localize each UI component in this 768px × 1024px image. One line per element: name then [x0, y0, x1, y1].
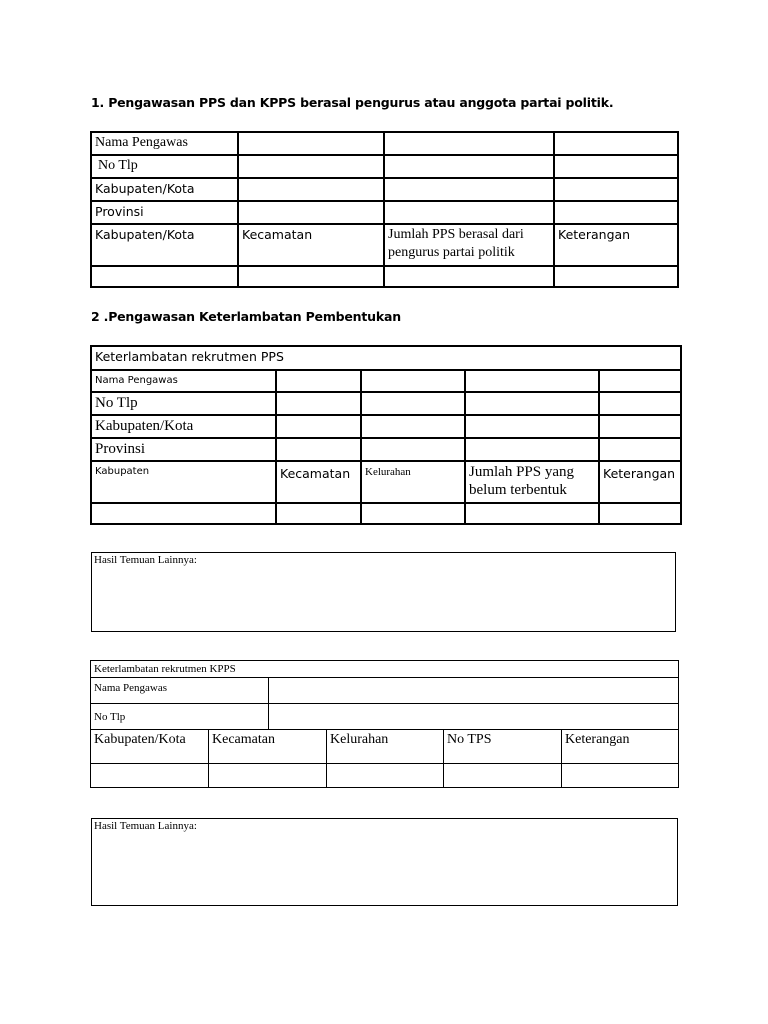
empty-cell[interactable]	[276, 438, 361, 461]
data-cell[interactable]	[444, 764, 562, 788]
data-cell[interactable]	[599, 503, 681, 524]
column-header-kecamatan: Kecamatan	[276, 461, 361, 503]
no-tlp-label: No Tlp	[91, 155, 238, 178]
section1-table	[90, 131, 679, 288]
provinsi-label: Provinsi	[91, 438, 276, 461]
data-cell[interactable]	[327, 764, 444, 788]
pps-delay-table	[90, 345, 682, 525]
empty-cell[interactable]	[384, 178, 554, 201]
empty-cell[interactable]	[599, 392, 681, 415]
empty-cell[interactable]	[384, 132, 554, 155]
empty-cell[interactable]	[554, 132, 678, 155]
data-cell[interactable]	[361, 503, 465, 524]
empty-cell[interactable]	[276, 392, 361, 415]
nama-pengawas-cell[interactable]	[238, 132, 384, 155]
column-header-keterangan: Keterangan	[562, 730, 679, 764]
kpps-table-title: Keterlambatan rekrutmen KPPS	[91, 661, 679, 678]
column-header-kecamatan: Kecamatan	[238, 224, 384, 266]
no-tlp-label: No Tlp	[91, 392, 276, 415]
provinsi-label: Provinsi	[91, 201, 238, 224]
data-cell[interactable]	[384, 266, 554, 287]
empty-cell[interactable]	[384, 155, 554, 178]
empty-cell[interactable]	[361, 438, 465, 461]
empty-cell[interactable]	[276, 415, 361, 438]
data-cell[interactable]	[554, 266, 678, 287]
empty-cell[interactable]	[361, 392, 465, 415]
findings-label: Hasil Temuan Lainnya:	[94, 820, 197, 832]
kabupaten-kota-label: Kabupaten/Kota	[91, 178, 238, 201]
column-header-keterangan: Keterangan	[599, 461, 681, 503]
empty-cell[interactable]	[599, 370, 681, 392]
data-cell[interactable]	[238, 266, 384, 287]
column-header-kelurahan: Kelurahan	[361, 461, 465, 503]
empty-cell[interactable]	[361, 415, 465, 438]
empty-cell[interactable]	[361, 370, 465, 392]
data-cell[interactable]	[91, 266, 238, 287]
column-header-jumlah-pps: Jumlah PPS yang belum terbentuk	[465, 461, 599, 503]
column-header-keterangan: Keterangan	[554, 224, 678, 266]
data-cell[interactable]	[91, 503, 276, 524]
nama-pengawas-cell[interactable]	[269, 678, 679, 704]
kabupaten-kota-cell[interactable]	[238, 178, 384, 201]
column-header-kabupaten-kota: Kabupaten/Kota	[91, 730, 209, 764]
empty-cell[interactable]	[599, 415, 681, 438]
empty-cell[interactable]	[554, 155, 678, 178]
empty-cell[interactable]	[465, 415, 599, 438]
empty-cell[interactable]	[384, 201, 554, 224]
data-cell[interactable]	[209, 764, 327, 788]
empty-cell[interactable]	[465, 392, 599, 415]
column-header-kabupaten-kota: Kabupaten/Kota	[91, 224, 238, 266]
pps-table-title: Keterlambatan rekrutmen PPS	[91, 346, 681, 370]
no-tlp-label: No Tlp	[91, 704, 269, 730]
kpps-delay-table	[90, 660, 679, 788]
column-header-kelurahan: Kelurahan	[327, 730, 444, 764]
data-cell[interactable]	[562, 764, 679, 788]
column-header-kecamatan: Kecamatan	[209, 730, 327, 764]
column-header-no-tps: No TPS	[444, 730, 562, 764]
empty-cell[interactable]	[465, 370, 599, 392]
data-cell[interactable]	[91, 764, 209, 788]
data-cell[interactable]	[276, 503, 361, 524]
nama-pengawas-label: Nama Pengawas	[91, 678, 269, 704]
section2-heading: 2 .Pengawasan Keterlambatan Pembentukan	[91, 309, 401, 324]
findings-box[interactable]	[91, 552, 676, 632]
empty-cell[interactable]	[276, 370, 361, 392]
empty-cell[interactable]	[599, 438, 681, 461]
no-tlp-cell[interactable]	[238, 155, 384, 178]
empty-cell[interactable]	[465, 438, 599, 461]
data-cell[interactable]	[465, 503, 599, 524]
kabupaten-kota-label: Kabupaten/Kota	[91, 415, 276, 438]
section1-heading: 1. Pengawasan PPS dan KPPS berasal pengurus atau anggota partai politik.	[91, 95, 614, 110]
column-header-jumlah-pps: Jumlah PPS berasal dari pengurus partai politik	[384, 224, 554, 266]
provinsi-cell[interactable]	[238, 201, 384, 224]
findings-box[interactable]	[91, 818, 678, 906]
findings-label: Hasil Temuan Lainnya:	[94, 554, 197, 566]
no-tlp-cell[interactable]	[269, 704, 679, 730]
nama-pengawas-label: Nama Pengawas	[91, 370, 276, 392]
empty-cell[interactable]	[554, 201, 678, 224]
empty-cell[interactable]	[554, 178, 678, 201]
column-header-kabupaten: Kabupaten	[91, 461, 276, 503]
nama-pengawas-label: Nama Pengawas	[91, 132, 238, 155]
